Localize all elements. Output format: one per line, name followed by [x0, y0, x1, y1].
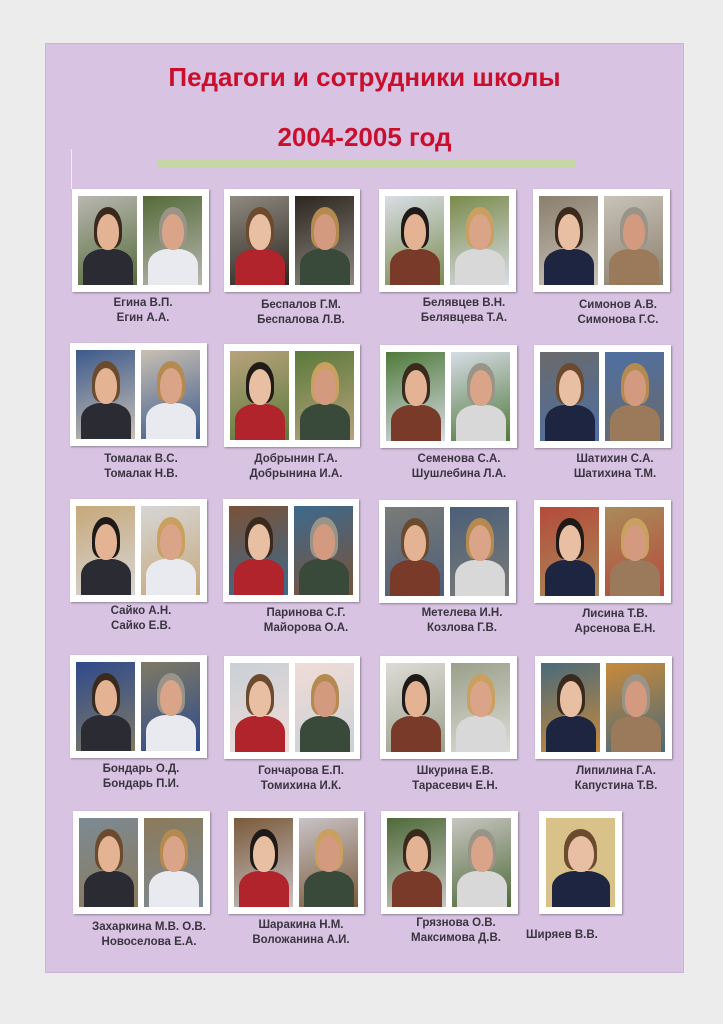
staff-card — [224, 344, 360, 447]
portrait-torso — [300, 249, 350, 285]
portrait-torso — [546, 716, 596, 752]
staff-names — [543, 298, 693, 328]
portrait-face — [97, 214, 119, 250]
portrait-torso — [391, 405, 441, 441]
portrait-face — [160, 680, 182, 716]
staff-name: Сайко А.Н. — [110, 605, 172, 617]
portrait-face — [470, 681, 492, 717]
portrait-photo — [452, 818, 511, 907]
portrait-photo — [540, 507, 599, 596]
portrait-face — [406, 836, 428, 872]
poster-title: Педагоги и сотрудники школы — [168, 62, 561, 92]
portrait-face — [623, 214, 645, 250]
portrait-torso — [299, 559, 349, 595]
portrait-photo — [295, 196, 354, 285]
portrait-torso — [610, 405, 660, 441]
portrait-face — [405, 681, 427, 717]
portrait-face — [625, 681, 647, 717]
portrait-face — [404, 525, 426, 561]
staff-name: Максимова Д.В. — [411, 932, 501, 944]
staff-names — [221, 452, 371, 482]
portrait-face — [559, 370, 581, 406]
portrait-photo — [387, 818, 446, 907]
portrait-torso — [81, 403, 131, 439]
staff-name: Козлова Г.В. — [427, 622, 497, 634]
staff-name: Шкурина Е.В. — [416, 765, 494, 777]
portrait-face — [314, 681, 336, 717]
portrait-face — [249, 681, 271, 717]
staff-name: Бондарь О.Д. — [102, 763, 180, 775]
portrait-face — [558, 214, 580, 250]
portrait-photo — [141, 350, 200, 439]
portrait-photo — [144, 818, 203, 907]
staff-card — [534, 345, 671, 448]
portrait-photo — [450, 507, 509, 596]
staff-name: Сайко Е.В. — [110, 620, 172, 632]
portrait-torso — [84, 871, 134, 907]
staff-card — [70, 655, 207, 758]
portrait-torso — [390, 249, 440, 285]
staff-name: Захаркина М.В. О.В. — [92, 921, 206, 933]
portrait-photo — [385, 196, 444, 285]
staff-card — [228, 811, 364, 914]
portrait-photo — [76, 662, 135, 751]
portrait-torso — [239, 871, 289, 907]
portrait-photo — [230, 196, 289, 285]
portrait-face — [470, 370, 492, 406]
portrait-torso — [234, 559, 284, 595]
portrait-torso — [235, 249, 285, 285]
staff-card — [73, 811, 210, 914]
portrait-face — [162, 214, 184, 250]
staff-names — [384, 452, 534, 482]
staff-name: Гончарова Е.П. — [258, 765, 344, 777]
portrait-torso — [146, 715, 196, 751]
staff-name: Воложанина А.И. — [252, 934, 350, 946]
staff-card — [223, 499, 359, 602]
portrait-torso — [611, 716, 661, 752]
portrait-torso — [304, 871, 354, 907]
portrait-face — [95, 368, 117, 404]
portrait-torso — [455, 249, 505, 285]
staff-card — [539, 811, 622, 914]
portrait-face — [248, 524, 270, 560]
portrait-face — [469, 214, 491, 250]
portrait-photo — [386, 352, 445, 441]
staff-card — [70, 343, 207, 446]
portrait-photo — [451, 663, 510, 752]
portrait-face — [314, 369, 336, 405]
portrait-torso — [149, 871, 199, 907]
portrait-photo — [295, 663, 354, 752]
portrait-photo — [606, 663, 665, 752]
portrait-face — [95, 524, 117, 560]
portrait-torso — [146, 559, 196, 595]
portrait-photo — [295, 351, 354, 440]
portrait-photo — [386, 663, 445, 752]
staff-name: Егин А.А. — [116, 312, 170, 324]
staff-names — [381, 916, 531, 946]
staff-name: Томалак В.С. — [104, 453, 178, 465]
staff-name: Симонов А.В. — [579, 299, 657, 311]
decorative-line — [71, 149, 72, 189]
portrait-torso — [545, 405, 595, 441]
portrait-photo — [299, 818, 358, 907]
portrait-photo — [539, 196, 598, 285]
staff-names — [68, 296, 218, 326]
staff-name: Грязнова О.В. — [416, 917, 496, 929]
portrait-photo — [605, 507, 664, 596]
staff-card — [381, 811, 518, 914]
portrait-face — [160, 524, 182, 560]
portrait-torso — [544, 249, 594, 285]
staff-name: Капустина Т.В. — [574, 780, 658, 792]
staff-name: Майорова О.А. — [263, 622, 349, 634]
staff-names — [380, 764, 530, 794]
staff-names — [540, 607, 690, 637]
portrait-face — [624, 370, 646, 406]
staff-name: Добрынин Г.А. — [254, 453, 338, 465]
staff-name: Добрынина И.А. — [249, 468, 343, 480]
staff-name: Егина В.П. — [113, 297, 173, 309]
staff-card — [535, 656, 672, 759]
staff-names — [540, 452, 690, 482]
portrait-torso — [610, 560, 660, 596]
staff-name: Томалак Н.В. — [104, 468, 178, 480]
portrait-photo — [540, 352, 599, 441]
portrait-face — [318, 836, 340, 872]
staff-name: Метелева И.Н. — [421, 607, 503, 619]
portrait-face — [471, 836, 493, 872]
staff-names — [389, 296, 539, 326]
staff-card — [380, 656, 517, 759]
title-divider — [157, 160, 575, 167]
portrait-face — [160, 368, 182, 404]
staff-names — [226, 298, 376, 328]
poster — [46, 44, 683, 972]
staff-name: Липилина Г.А. — [576, 765, 656, 777]
portrait-torso — [456, 716, 506, 752]
portrait-torso — [456, 405, 506, 441]
staff-card — [534, 500, 671, 603]
portrait-face — [314, 214, 336, 250]
staff-names — [226, 764, 376, 794]
portrait-face — [95, 680, 117, 716]
staff-name: Симонова Г.С. — [577, 314, 659, 326]
portrait-photo — [450, 196, 509, 285]
portrait-photo — [385, 507, 444, 596]
portrait-photo — [141, 506, 200, 595]
portrait-face — [469, 525, 491, 561]
staff-card — [379, 189, 516, 292]
portrait-torso — [455, 560, 505, 596]
staff-names — [66, 452, 216, 482]
portrait-face — [249, 369, 271, 405]
portrait-torso — [390, 560, 440, 596]
poster-year: 2004-2005 год — [277, 122, 452, 152]
staff-name: Белявцев В.Н. — [422, 297, 506, 309]
portrait-torso — [300, 404, 350, 440]
portrait-photo — [229, 506, 288, 595]
staff-card — [224, 656, 360, 759]
portrait-photo — [234, 818, 293, 907]
portrait-photo — [605, 352, 664, 441]
portrait-face — [313, 524, 335, 560]
staff-card — [72, 189, 209, 292]
portrait-photo — [230, 663, 289, 752]
portrait-face — [405, 370, 427, 406]
staff-names — [66, 762, 216, 792]
staff-name: Тарасевич Е.Н. — [412, 780, 498, 792]
staff-names — [226, 918, 376, 948]
portrait-torso — [392, 871, 442, 907]
portrait-face — [253, 836, 275, 872]
portrait-torso — [235, 404, 285, 440]
portrait-photo — [78, 196, 137, 285]
portrait-photo — [79, 818, 138, 907]
staff-name: Шушлебина Л.А. — [411, 468, 507, 480]
portrait-photo — [546, 818, 615, 907]
portrait-photo — [76, 350, 135, 439]
staff-names — [526, 928, 636, 943]
portrait-torso — [457, 871, 507, 907]
portrait-photo — [294, 506, 353, 595]
portrait-torso — [391, 716, 441, 752]
staff-name: Томихина И.К. — [260, 780, 342, 792]
staff-card — [379, 500, 516, 603]
staff-name: Шатихин С.А. — [576, 453, 654, 465]
portrait-face — [559, 525, 581, 561]
staff-name: Ширяев В.В. — [526, 929, 598, 941]
portrait-photo — [230, 351, 289, 440]
portrait-torso — [545, 560, 595, 596]
portrait-photo — [604, 196, 663, 285]
staff-name: Новоселова Е.А. — [101, 936, 197, 948]
portrait-face — [560, 681, 582, 717]
staff-name: Арсенова Е.Н. — [574, 623, 656, 635]
portrait-photo — [76, 506, 135, 595]
portrait-face — [404, 214, 426, 250]
portrait-torso — [300, 716, 350, 752]
portrait-torso — [552, 871, 610, 907]
portrait-torso — [235, 716, 285, 752]
portrait-face — [568, 836, 594, 872]
portrait-photo — [143, 196, 202, 285]
staff-names — [387, 606, 537, 636]
portrait-torso — [146, 403, 196, 439]
portrait-photo — [451, 352, 510, 441]
portrait-face — [624, 525, 646, 561]
staff-card — [380, 345, 517, 448]
portrait-photo — [141, 662, 200, 751]
staff-card — [533, 189, 670, 292]
staff-name: Беспалова Л.В. — [257, 314, 345, 326]
staff-name: Бондарь П.И. — [102, 778, 180, 790]
staff-card — [224, 189, 360, 292]
portrait-face — [98, 836, 120, 872]
staff-name: Паринова С.Г. — [266, 607, 346, 619]
staff-names — [66, 604, 216, 634]
staff-names — [231, 606, 381, 636]
staff-name: Беспалов Г.М. — [261, 299, 341, 311]
portrait-torso — [148, 249, 198, 285]
staff-names — [541, 764, 691, 794]
portrait-photo — [541, 663, 600, 752]
staff-name: Лисина Т.В. — [582, 608, 648, 620]
staff-names — [74, 920, 224, 950]
portrait-torso — [81, 559, 131, 595]
staff-name: Шаракина Н.М. — [258, 919, 344, 931]
portrait-torso — [81, 715, 131, 751]
staff-name: Семенова С.А. — [417, 453, 501, 465]
staff-name: Шатихина Т.М. — [573, 468, 657, 480]
portrait-face — [249, 214, 271, 250]
staff-card — [70, 499, 207, 602]
staff-name: Белявцева Т.А. — [420, 312, 508, 324]
portrait-torso — [609, 249, 659, 285]
portrait-face — [163, 836, 185, 872]
portrait-torso — [83, 249, 133, 285]
